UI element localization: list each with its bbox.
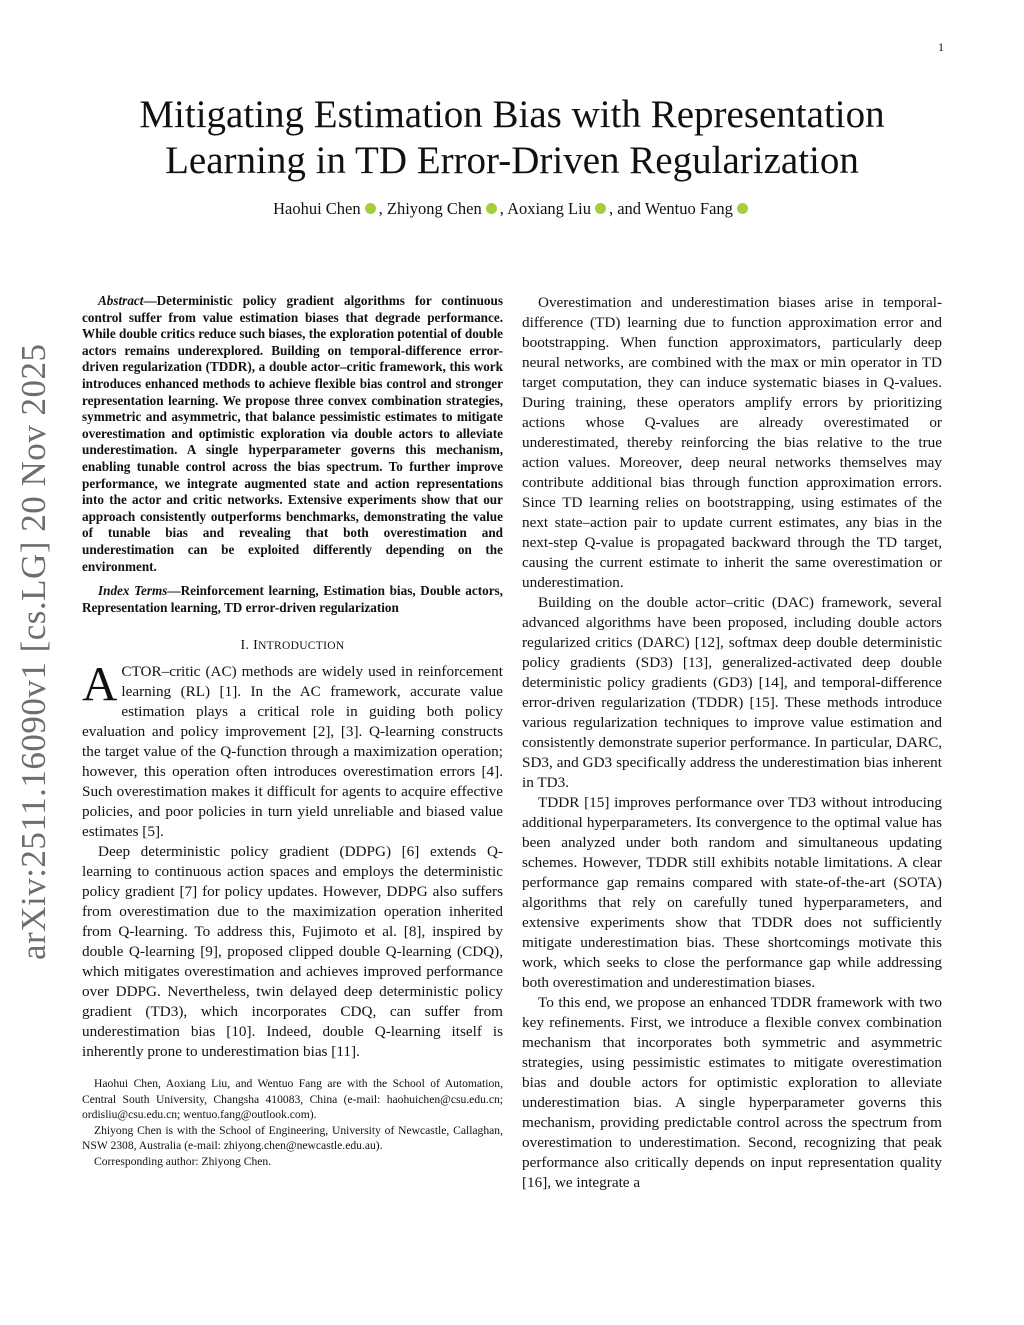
index-terms: [82, 583, 503, 616]
author-separator: ,: [378, 199, 383, 218]
right-paragraph-2: Building on the double actor–critic (DAC) framework, several advanced algorithms have been proposed, including double actors regularized critics (DARC) [12], softmax deep double deterministic policy gradients (SD3) [13], generalized-activated deep double deterministic policy gradients (GD3) [14], and temporal-difference error-driven regularization (TDDR) [15]. These methods introduce various regularization techniques to improve value estimation and consistently demonstrate superior performance. In particular, DARC, SD3, and GD3 specifically address the underestimation bias inherent in TD3.: [522, 594, 942, 791]
footnote-corresponding-author: Corresponding author: Zhiyong Chen.: [94, 1154, 272, 1168]
right-paragraph-1-or: or: [798, 354, 821, 371]
footnote-affiliation-1: Haohui Chen, Aoxiang Liu, and Wentuo Fang are with the School of Automation, Central South University, Changsha 410083, China (e-mail: haohuichen@csu.edu.cn; ordisliu@csu.edu.cn; wentuo.fang@outlook.com).: [82, 1077, 503, 1122]
section-heading-introduction: [82, 638, 503, 654]
right-paragraph-4: To this end, we propose an enhanced TDDR framework with two key refinements. First, we introduce a flexible convex combination mechanism that incorporates both symmetric and asymmetric strategies, using pessimistic estimates to mitigate overestimation bias and double actors for optimistic exploration to alleviate underestimation bias. A single hyperparameter governs this mechanism, providing predictable control across the spectrum from overestimation to underestimation. Second, recognizing that peak performance also critically depends on input representation quality [16], we integrate a: [522, 994, 942, 1191]
author-name: Zhiyong Chen: [386, 199, 482, 218]
author-name: Haohui Chen: [273, 199, 361, 218]
orcid-icon[interactable]: [737, 203, 748, 214]
orcid-icon[interactable]: [595, 203, 606, 214]
abstract: [82, 293, 503, 575]
index-terms-text: Reinforcement learning, Estimation bias, Double actors, Representation learning, TD error-driven regularization: [82, 583, 503, 615]
author-list: [60, 199, 964, 219]
right-paragraph-1: [522, 293, 942, 593]
index-terms-label: Index Terms: [98, 583, 168, 599]
abstract-text: Deterministic policy gradient algorithms for continuous control suffer from value estimation biases that degrade performance. While double critics reduce such biases, the exploration potential of double actors remains underexplored. Building on temporal-difference error-driven regularization (TDDR), a double actor–critic framework, this work introduces enhanced methods to achieve flexible bias control and stronger representation learning. We propose three convex combination strategies, symmetric and asymmetric, that balance pessimistic estimates to mitigate overestimation and optimistic exploration via double actors to alleviate underestimation. A single hyperparameter governs this mechanism, enabling tunable control across the bias spectrum. To further improve performance, we integrate augmented state and action representations into the actor and critic networks. Extensive experiments show that our approach consistently outperforms benchmarks, demonstrating the value of tunable bias and revealing that both overestimation and underestimation can be exploited differently depending on the environment.: [82, 293, 503, 574]
right-paragraph-3: TDDR [15] improves performance over TD3 without introducing additional hyperparameters. Its convergence to the optimal value has been analyzed under both random and simultaneous updating schemes. However, TDDR still exhibits notable limitations. A clear performance gap remains compared with state-of-the-art (SOTA) algorithms that rely on carefully tuned hyperparameters, and extensive experiments show that TDDR does not sufficiently mitigate underestimation bias. These shortcomings motivate this work, which seeks to close the performance gap while addressing both overestimation and underestimation biases.: [522, 794, 942, 991]
arxiv-stamp: arXiv:2511.16090v1 [cs.LG] 20 Nov 2025: [14, 343, 53, 960]
min-operator: min: [820, 355, 847, 371]
title-line-1: Mitigating Estimation Bias with Representation: [139, 93, 885, 136]
title-line-2: Learning in TD Error-Driven Regularization: [165, 139, 859, 182]
author-separator: ,: [499, 199, 504, 218]
author-name: Wentuo Fang: [644, 199, 733, 218]
right-paragraph-1-a: Overestimation and underestimation biases arise in temporal-difference (TD) learning due to function approximation error and bootstrapping. When function approximators, particularly deep neural networks, are combined with the: [522, 294, 942, 371]
section-numeral: I.: [240, 638, 254, 654]
right-column: [522, 293, 942, 1193]
orcid-icon[interactable]: [486, 203, 497, 214]
intro-paragraph-1: [82, 656, 503, 842]
section-initial: I: [253, 638, 259, 654]
abstract-dash: —: [143, 293, 157, 308]
author-name: Aoxiang Liu: [507, 199, 591, 218]
footnote-affiliation-2: Zhiyong Chen is with the School of Engineering, University of Newcastle, Callaghan, NSW 2308, Australia (e-mail: zhiyong.chen@newcastle.edu.au).: [82, 1123, 503, 1153]
index-terms-dash: —: [167, 583, 181, 599]
section-rest: NTRODUCTION: [258, 640, 345, 653]
drop-cap: A: [82, 656, 118, 712]
paper-title: [60, 92, 964, 184]
right-paragraph-1-b: operator in TD target computation, they can induce systematic biases in Q-values. During training, these operators amplify errors by prioritizing actions whose Q-values are already overestimated or underestimated, thereby reinforcing the bias relative to the true action values. Moreover, deep neural networks themselves may contribute additional bias through function approximation errors. Since TD learning relies on bootstrapping, using estimates of the next state–action pair to update current estimates, any bias in the next-step Q-value is propagated backward through the TD target, causing the current estimate to inherit the same overestimation or underestimation.: [522, 354, 943, 591]
intro-paragraph-2: Deep deterministic policy gradient (DDPG) [6] extends Q-learning to continuous action spaces and employs the deterministic policy gradient [7] for policy updates. However, DDPG also suffers from overestimation due to the maximization operation inherited from Q-learning. To address this, Fujimoto et al. [8], inspired by double Q-learning [9], proposed clipped double Q-learning (CDQ), which mitigates overestimation and achieves improved performance over DDPG. Nevertheless, twin delayed deep deterministic policy gradient (TD3), which incorporates CDQ, can suffer from underestimation bias [10]. Indeed, double Q-learning itself is inherently prone to underestimation bias [11].: [82, 843, 503, 1061]
intro-paragraph-1-text: CTOR–critic (AC) methods are widely used in reinforcement learning (RL) [1]. In the AC framework, accurate value estimation plays a critical role in guiding both policy evaluation and policy improvement [2], [3]. Q-learning constructs the target value of the Q-function through a maximization operation; however, this operation often introduces overestimation errors [4]. Such overestimation makes it difficult for agents to acquire effective policies, and poor policies in turn yield unreliable and biased value estimates [5].: [82, 663, 503, 841]
footnotes: [82, 1076, 503, 1169]
max-operator: max: [770, 355, 799, 371]
abstract-label: Abstract: [98, 293, 144, 308]
page-number: 1: [938, 40, 944, 54]
orcid-icon[interactable]: [365, 203, 376, 214]
left-column: [82, 293, 503, 1169]
author-separator: , and: [608, 199, 642, 218]
